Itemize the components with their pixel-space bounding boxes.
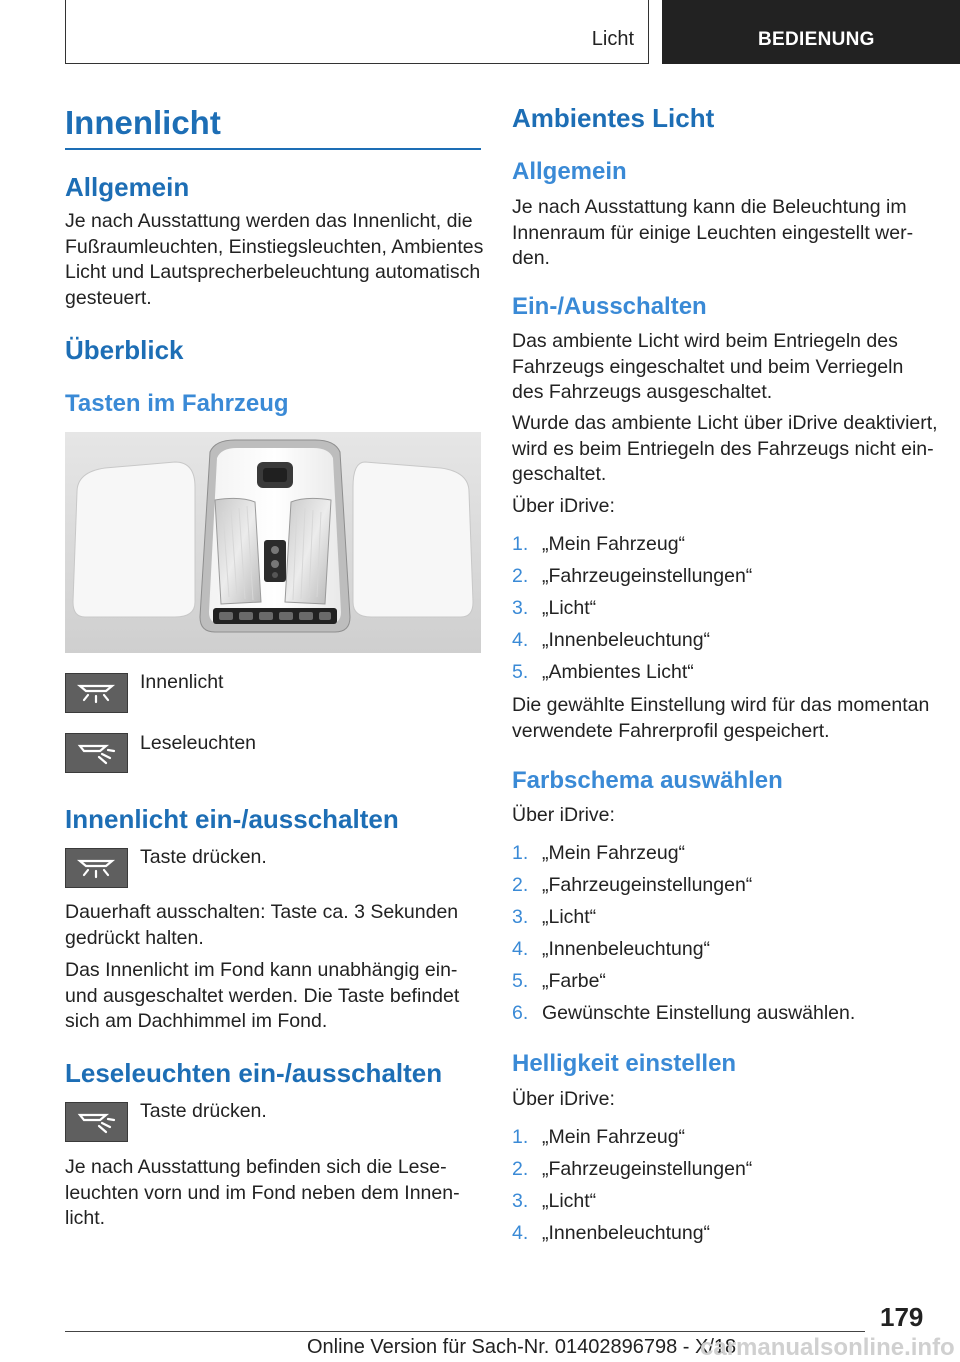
heading-ein-ausschalten: Ein-/Ausschalten	[512, 293, 707, 320]
overhead-console-photo	[65, 432, 481, 653]
text-line: Das Innenlicht im Fond kann unabhängig ein-	[65, 959, 458, 981]
heading-ambientes-licht: Ambientes Licht	[512, 103, 715, 133]
paragraph-lese	[65, 1155, 460, 1232]
text-line: gesteuert.	[65, 286, 152, 309]
text-line: Das ambiente Licht wird beim Entriegeln des	[512, 330, 898, 352]
header-chapter-label: BEDIENUNG	[758, 29, 875, 50]
text-line: und ausgeschaltet werden. Die Taste befindet	[65, 984, 460, 1007]
header-section-tab	[65, 0, 649, 64]
header-section-label: Licht	[591, 28, 634, 50]
paragraph-ein-1	[512, 329, 903, 406]
footer-text: Online Version für Sach-Nr. 01402896798 - X/18	[307, 1336, 737, 1358]
title-divider	[65, 148, 481, 150]
heading-allgemein-left: Allgemein	[65, 172, 190, 202]
reading-light-icon	[65, 733, 128, 773]
text-line: Fahrzeugs eingeschaltet und beim Verriegeln	[512, 355, 904, 378]
paragraph-ein-2	[512, 411, 938, 488]
text-line: licht.	[65, 1207, 106, 1229]
paragraph-dauerhaft	[65, 900, 458, 951]
paragraph-fahrerprofil	[512, 693, 929, 744]
heading-helligkeit: Helligkeit einstellen	[512, 1050, 737, 1077]
heading-tasten: Tasten im Fahrzeug	[65, 390, 289, 417]
interior-light-icon	[65, 848, 128, 888]
text-line: Je nach Ausstattung befinden sich die Lese-	[65, 1156, 447, 1178]
text-line: Wurde das ambiente Licht über iDrive deaktiviert,	[512, 412, 938, 434]
legend-label-leseleuchten: Leseleuchten	[140, 732, 257, 754]
text-line: gedrückt halten.	[65, 926, 204, 949]
text-line: verwendete Fahrerprofil gespeichert.	[512, 719, 830, 742]
text-taste-druecken-2: Taste drücken.	[140, 1100, 267, 1122]
text-line: des Fahrzeugs ausgeschaltet.	[512, 381, 773, 403]
paragraph-allgemein-right	[512, 195, 913, 272]
watermark: carmanualsonline.info	[700, 1334, 955, 1361]
heading-farbschema: Farbschema auswählen	[512, 767, 783, 794]
text-line: Fußraumleuchten, Einstiegsleuchten, Ambientes	[65, 235, 484, 258]
text-line: Innenraum für einige Leuchten eingestellt wer-	[512, 221, 914, 244]
text-line: Die gewählte Einstellung wird für das momentan	[512, 694, 930, 716]
page-title-innenlicht: Innenlicht	[65, 104, 221, 141]
heading-allgemein-right: Allgemein	[512, 158, 627, 185]
interior-light-icon	[65, 673, 128, 713]
footer-divider	[65, 1331, 865, 1332]
hand-pointer-icon	[0, 0, 24, 28]
page-number: 179	[880, 1302, 924, 1332]
text-line: wird es beim Entriegeln des Fahrzeugs nicht ein-	[512, 437, 934, 460]
text-line: Je nach Ausstattung kann die Beleuchtung im	[512, 196, 907, 218]
legend-label-innenlicht: Innenlicht	[140, 671, 224, 693]
text-ueber-idrive-2: Über iDrive:	[512, 804, 615, 826]
heading-innenlicht-schalten: Innenlicht ein-/ausschalten	[65, 804, 399, 834]
reading-light-icon	[65, 1102, 128, 1142]
paragraph-allgemein-left	[65, 209, 483, 311]
text-line: Licht und Lautsprecherbeleuchtung automatisch	[65, 261, 481, 283]
paragraph-fond	[65, 958, 459, 1035]
text-line: leuchten vorn und im Fond neben dem Innen-	[65, 1181, 460, 1204]
text-line: sich am Dachhimmel im Fond.	[65, 1010, 328, 1032]
text-ueber-idrive-1: Über iDrive:	[512, 495, 615, 517]
text-taste-druecken-1: Taste drücken.	[140, 846, 267, 868]
text-line: Dauerhaft ausschalten: Taste ca. 3 Sekunden	[65, 901, 459, 923]
text-line: geschaltet.	[512, 463, 607, 485]
text-line: den.	[512, 247, 550, 269]
text-line: Je nach Ausstattung werden das Innenlicht, die	[65, 210, 473, 232]
heading-leseleuchten-schalten: Leseleuchten ein-/ausschalten	[65, 1058, 443, 1088]
heading-ueberblick: Überblick	[65, 335, 184, 365]
header-chapter-tab	[662, 0, 960, 64]
text-ueber-idrive-3: Über iDrive:	[512, 1088, 615, 1110]
